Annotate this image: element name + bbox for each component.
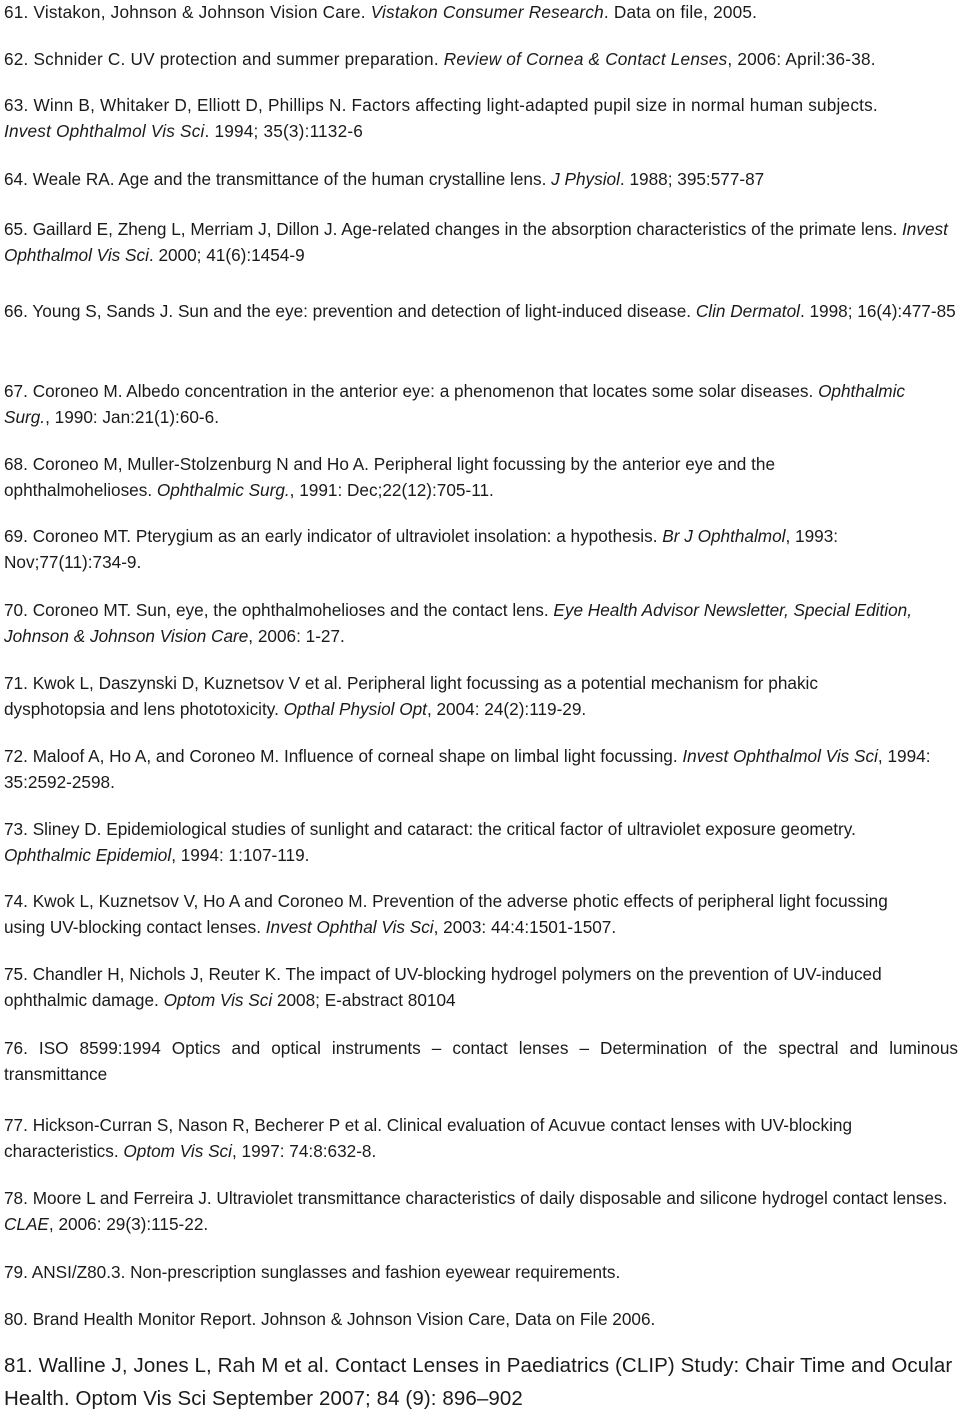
reference-76 (4, 1035, 958, 1087)
reference-text: Moore L and Ferreira J. Ultraviolet transmittance characteristics of daily disposable and silicone hydrogel contact lenses. (32, 1188, 948, 1208)
reference-77 (4, 1112, 958, 1164)
reference-number: 65. (4, 219, 28, 239)
reference-68 (4, 451, 904, 503)
reference-number: 69. (4, 526, 28, 546)
reference-number: 79. (4, 1262, 28, 1282)
reference-source: Ophthalmic Surg. (156, 480, 290, 500)
reference-number: 76. (4, 1038, 28, 1058)
reference-details: . 1988; 395:577-87 (619, 169, 765, 189)
reference-details: , 1994: 35:2592-2598. (4, 746, 931, 792)
reference-80 (4, 1306, 655, 1332)
reference-text: Coroneo MT. Pterygium as an early indicator of ultraviolet insolation: a hypothesis. (32, 526, 663, 546)
reference-text: Winn B, Whitaker D, Elliott D, Phillips N. Factors affecting light-adapted pupil size in normal human subjects. (33, 95, 878, 115)
reference-details: , 1991: Dec;22(12):705-11. (289, 480, 494, 500)
reference-number: 64. (4, 169, 28, 189)
reference-source: Optom Vis Sci (123, 1141, 232, 1161)
reference-details: , 1994: 1:107-119. (171, 845, 310, 865)
reference-number: 67. (4, 381, 28, 401)
reference-text: Hickson-Curran S, Nason R, Becherer P et al. Clinical evaluation of Acuvue contact lenses with UV-blocking characteristics. (4, 1115, 853, 1161)
reference-73 (4, 816, 904, 868)
reference-text: Coroneo M, Muller-Stolzenburg N and Ho A. Peripheral light focussing by the anterior eye and the ophthalmohelioses. (4, 454, 776, 500)
reference-source: Eye Health Advisor Newsletter, Special Edition, Johnson & Johnson Vision Care (4, 600, 912, 646)
reference-details: 2008; E-abstract 80104 (272, 990, 456, 1010)
reference-65 (4, 216, 958, 268)
reference-text: ANSI/Z80.3. Non-prescription sunglasses and fashion eyewear requirements. (31, 1262, 621, 1282)
reference-details: , 2006: 1-27. (248, 626, 345, 646)
reference-text: Vistakon, Johnson & Johnson Vision Care. (33, 2, 371, 22)
reference-text: Maloof A, Ho A, and Coroneo M. Influence of corneal shape on limbal light focussing. (32, 746, 683, 766)
reference-text: Young S, Sands J. Sun and the eye: prevention and detection of light-induced disease. (32, 301, 696, 321)
reference-text: Chandler H, Nichols J, Reuter K. The impact of UV-blocking hydrogel polymers on the prevention of UV-induced ophthalmic damage. (4, 964, 882, 1010)
reference-text: Kwok L, Daszynski D, Kuznetsov V et al. Peripheral light focussing as a potential mechanism for phakic dysphotopsia and lens phototoxicity. (4, 673, 818, 719)
reference-number: 68. (4, 454, 28, 474)
reference-69 (4, 523, 958, 575)
reference-79 (4, 1259, 620, 1285)
reference-source: Review of Cornea & Contact Lenses (443, 49, 728, 69)
reference-61 (4, 0, 757, 25)
reference-source: Optom Vis Sci (163, 990, 273, 1010)
reference-details: . 1998; 16(4):477-85 (799, 301, 956, 321)
reference-number: 72. (4, 746, 28, 766)
reference-source: Vistakon Consumer Research (370, 2, 604, 22)
reference-66 (4, 298, 958, 324)
reference-64 (4, 166, 764, 192)
reference-text: Sliney D. Epidemiological studies of sunlight and cataract: the critical factor of ultraviolet exposure geometry. (32, 819, 856, 839)
reference-number: 78. (4, 1188, 28, 1208)
reference-text: Schnider C. UV protection and summer preparation. (33, 49, 444, 69)
reference-details: , 1990: Jan:21(1):60-6. (45, 407, 219, 427)
reference-details: , 2006: 29(3):115-22. (48, 1214, 209, 1234)
reference-78 (4, 1185, 958, 1237)
reference-details: , 1997: 74:8:632-8. (231, 1141, 377, 1161)
reference-text: Coroneo M. Albedo concentration in the anterior eye: a phenomenon that locates some solar diseases. (32, 381, 819, 401)
reference-number: 73. (4, 819, 28, 839)
reference-81 (4, 1349, 958, 1415)
reference-number: 80. (4, 1309, 28, 1329)
reference-number: 66. (4, 301, 28, 321)
reference-source: Invest Ophthal Vis Sci (265, 917, 434, 937)
reference-number: 74. (4, 891, 28, 911)
reference-number: 70. (4, 600, 28, 620)
reference-details: , 2004: 24(2):119-29. (426, 699, 587, 719)
reference-source: Invest Ophthalmol Vis Sci (682, 746, 878, 766)
reference-text: Kwok L, Kuznetsov V, Ho A and Coroneo M. Prevention of the adverse photic effects of peripheral light focussing using UV-blocking contact lenses. (4, 891, 888, 937)
reference-source: Opthal Physiol Opt (283, 699, 427, 719)
reference-63 (4, 92, 904, 144)
reference-source: Ophthalmic Surg. (4, 381, 905, 427)
reference-details: , 1993: Nov;77(11):734-9. (4, 526, 839, 572)
reference-source: Clin Dermatol (695, 301, 800, 321)
reference-71 (4, 670, 924, 722)
reference-text: Gaillard E, Zheng L, Merriam J, Dillon J. Age-related changes in the absorption characteristics of the primate lens. (32, 219, 903, 239)
reference-text: Walline J, Jones L, Rah M et al. Contact Lenses in Paediatrics (CLIP) Study: Chair Time and Ocular Health. Optom Vis Sci September 2007; 84 (9): 896–902 (4, 1354, 953, 1410)
reference-text: Weale RA. Age and the transmittance of the human crystalline lens. (32, 169, 552, 189)
reference-details: , 2003: 44:4:1501-1507. (433, 917, 617, 937)
reference-number: 62. (4, 49, 29, 69)
reference-62 (4, 46, 876, 72)
reference-number: 61. (4, 2, 29, 22)
reference-74 (4, 888, 924, 940)
reference-source: Br J Ophthalmol (662, 526, 786, 546)
reference-number: 81. (4, 1354, 33, 1377)
reference-source: Invest Ophthalmol Vis Sci (4, 121, 205, 141)
reference-number: 71. (4, 673, 28, 693)
reference-details: . 1994; 35(3):1132-6 (204, 121, 364, 141)
reference-number: 63. (4, 95, 29, 115)
reference-source: CLAE (4, 1214, 49, 1234)
reference-details: , 2006: April:36-38. (727, 49, 876, 69)
reference-source: Ophthalmic Epidemiol (4, 845, 172, 865)
reference-number: 75. (4, 964, 28, 984)
reference-details: . 2000; 41(6):1454-9 (148, 245, 305, 265)
reference-source: Invest Ophthalmol Vis Sci (4, 219, 948, 265)
reference-source: J Physiol (551, 169, 620, 189)
reference-text: Coroneo MT. Sun, eye, the ophthalmohelioses and the contact lens. (32, 600, 554, 620)
reference-details: . Data on file, 2005. (603, 2, 758, 22)
reference-number: 77. (4, 1115, 28, 1135)
reference-75 (4, 961, 929, 1013)
reference-text: ISO 8599:1994 Optics and optical instruments – contact lenses – Determination of the spectral and luminous transmittance (4, 1038, 958, 1084)
reference-72 (4, 743, 958, 795)
reference-70 (4, 597, 958, 649)
reference-text: Brand Health Monitor Report. Johnson & Johnson Vision Care, Data on File 2006. (32, 1309, 656, 1329)
reference-67 (4, 378, 944, 430)
